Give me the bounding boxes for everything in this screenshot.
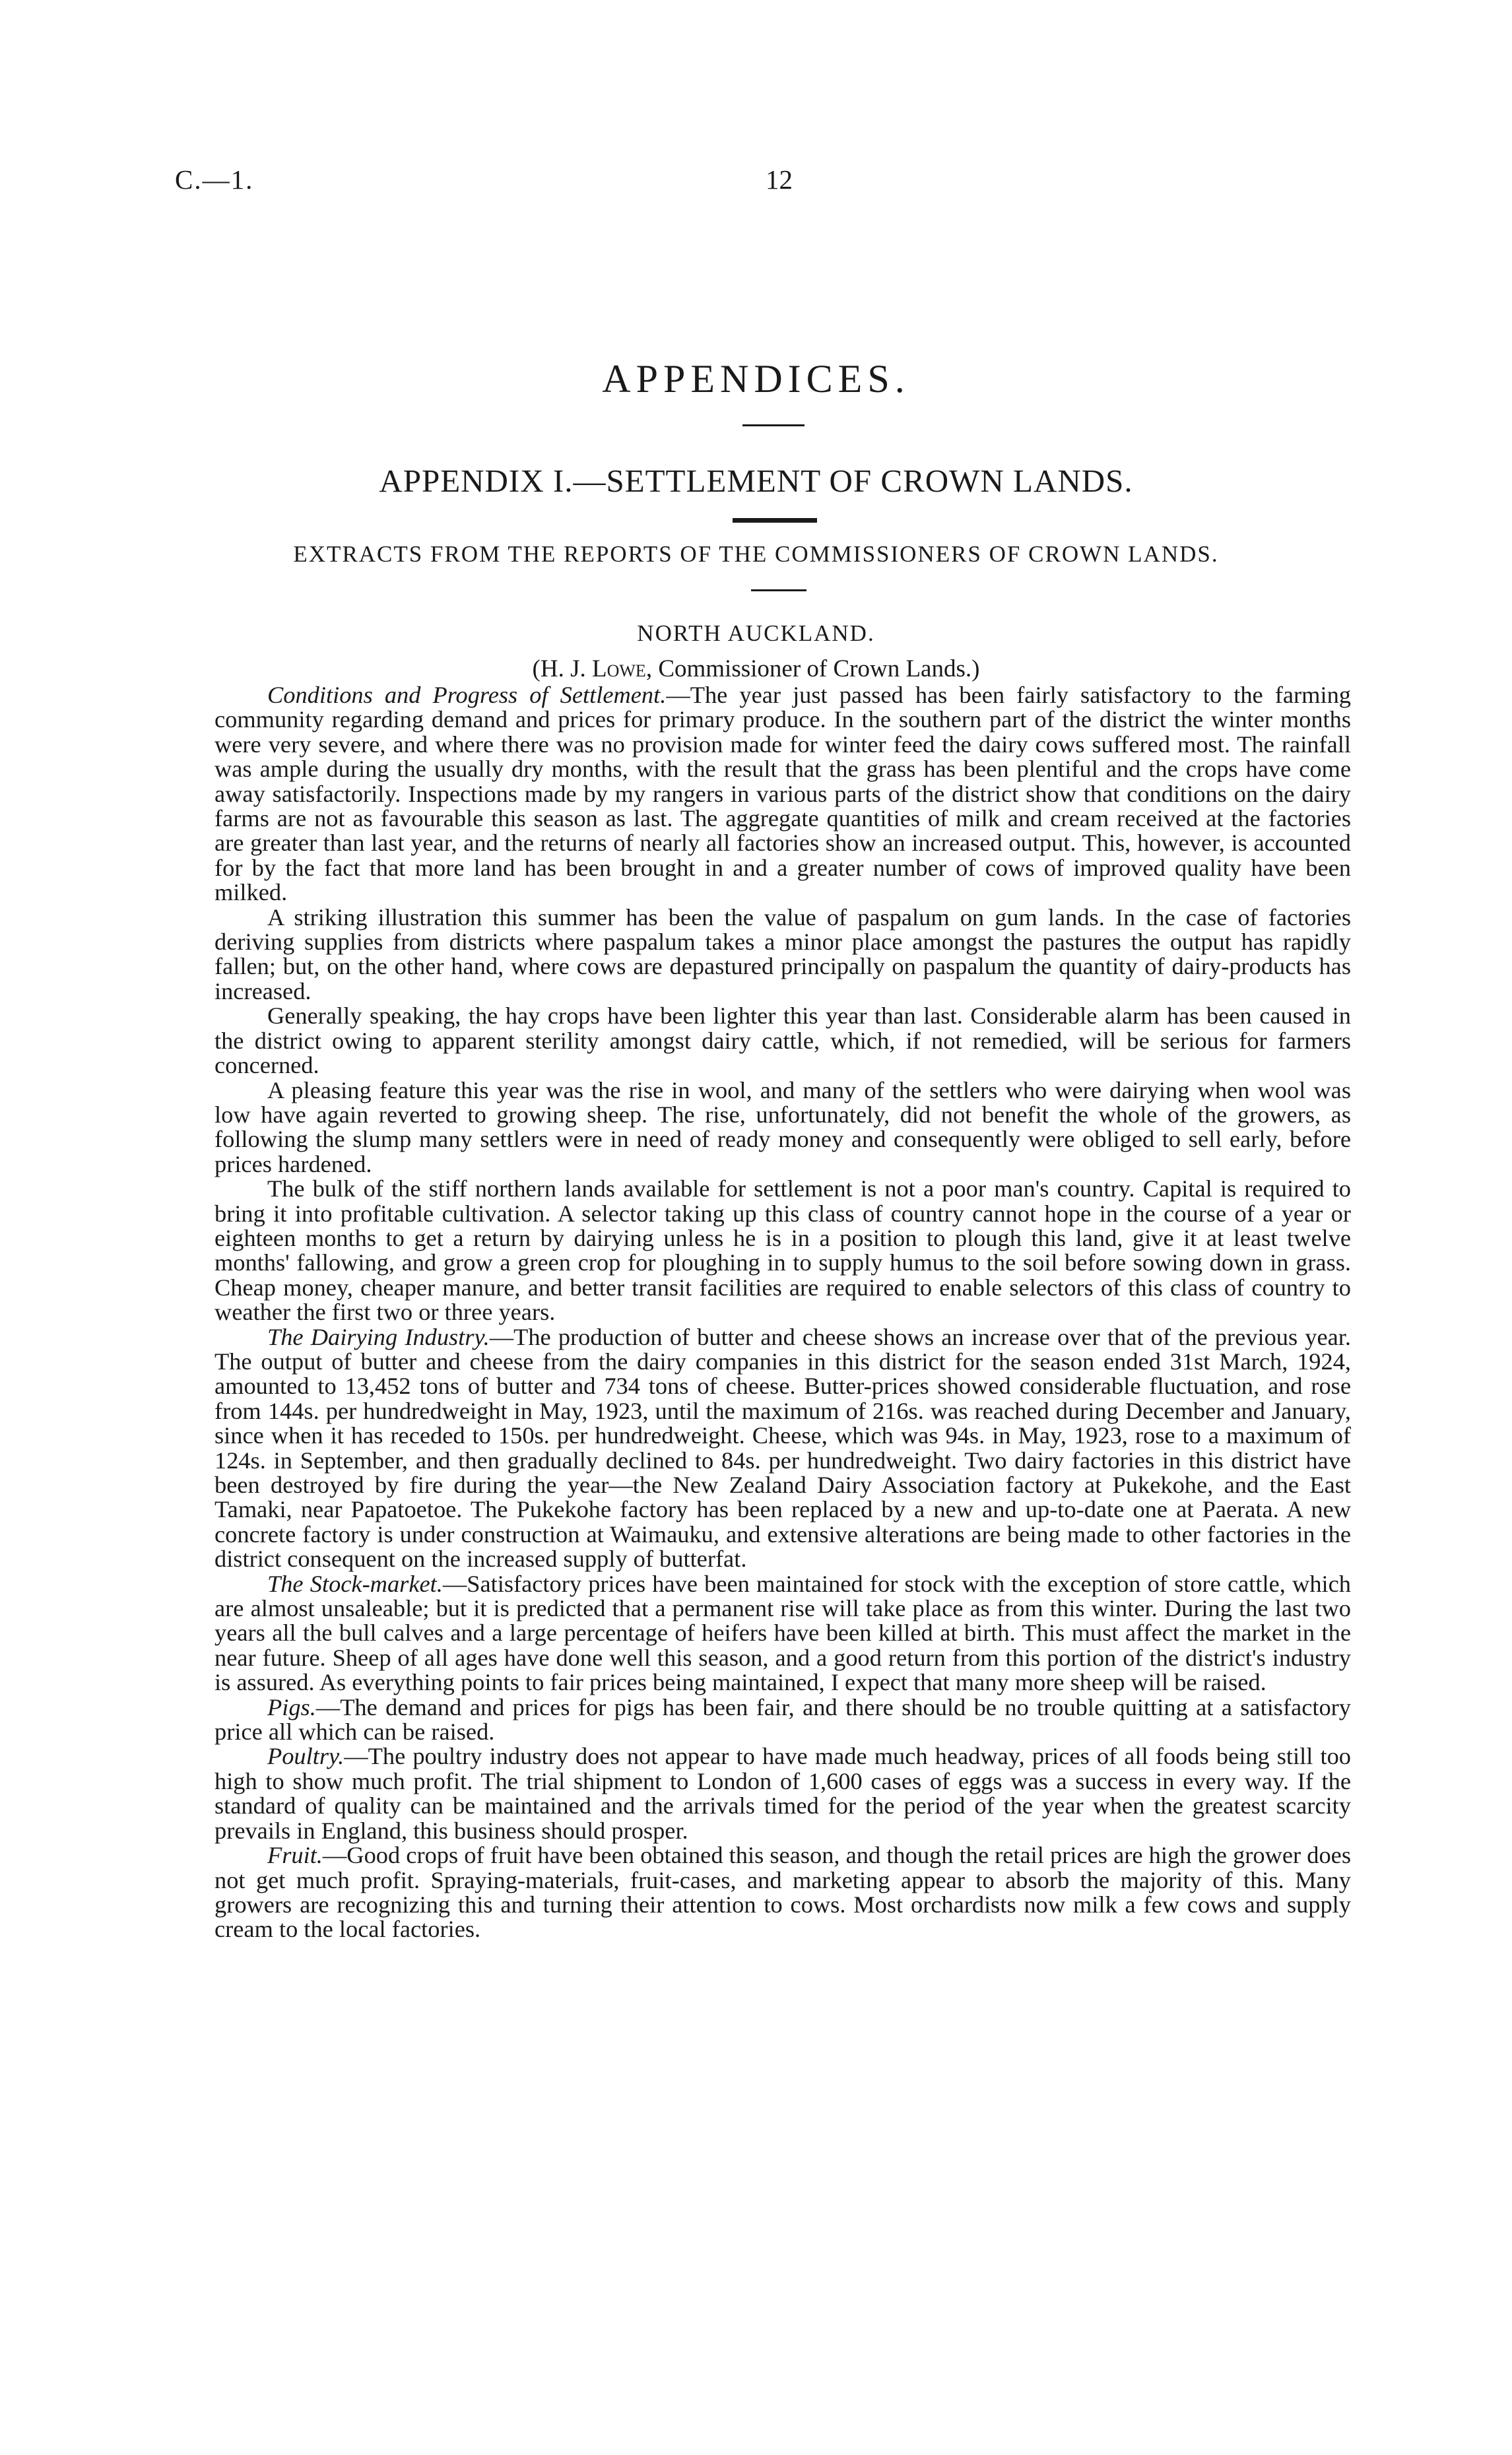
paragraph-heading: Poultry. <box>267 1743 345 1770</box>
paragraph-heading: Pigs. <box>267 1693 316 1720</box>
paragraph <box>214 1325 1351 1572</box>
paragraph-text: A pleasing feature this year was the rise in wool, and many of the settlers who were dairying when wool was low have again reverted to growing sheep. The rise, unfortunately, did not benefit the whole of the growers, as following the slump many settlers were in need of ready money and consequently were obliged to sell early, before prices hardened. <box>214 1076 1351 1177</box>
paragraph-heading: The Dairying Industry. <box>267 1323 490 1350</box>
divider-thick <box>733 518 817 523</box>
extracts-heading: EXTRACTS FROM THE REPORTS OF THE COMMISSIONERS OF CROWN LANDS. <box>293 541 1219 567</box>
document-reference: C.—1. <box>175 164 254 195</box>
page-title: APPENDICES. <box>602 357 910 401</box>
paragraph <box>214 1843 1351 1942</box>
paragraph-text: —The poultry industry does not appear to have made much headway, prices of all foods being still too high to show much profit. The trial shipment to London of 1,600 cases of eggs was a success in every way. If the standard of quality can be maintained and the arrivals timed for the period of the year when the greatest scarcity prevails in England, this business should prosper. <box>214 1743 1351 1844</box>
paragraph <box>214 1695 1351 1745</box>
paragraph-text: —Satisfactory prices have been maintained for stock with the exception of store cattle, which are almost unsaleable; but it is predicted that a permanent rise will take place as from this winter. During the last two years all the bull calves and a large percentage of heifers have been killed at birth. This must affect the market in the near future. Sheep of all ages have done well this season, and a good return from this portion of the district's industry is assured. As everything points to fair prices being maintained, I expect that many more sheep will be raised. <box>214 1570 1351 1696</box>
paragraph <box>214 905 1351 1004</box>
commissioner-name: Lowe <box>592 655 646 682</box>
appendix-title: APPENDIX I.—SETTLEMENT OF CROWN LANDS. <box>379 463 1133 499</box>
paragraph-heading: The Stock-market. <box>267 1570 443 1597</box>
commissioner-close: , Commissioner of Crown Lands.) <box>645 655 980 682</box>
paragraph-text: A striking illustration this summer has been the value of paspalum on gum lands. In the case of factories deriving supplies from districts where paspalum takes a minor place amongst the pastures the output has rapidly fallen; but, on the other hand, where cows are depastured principally on paspalum the quantity of dairy-products has increased. <box>214 903 1351 1004</box>
paragraph-heading: Conditions and Progress of Settlement. <box>267 682 667 708</box>
paragraph <box>214 1572 1351 1695</box>
report-body <box>214 683 1351 1942</box>
page-number: 12 <box>766 164 793 195</box>
divider-short <box>751 589 806 591</box>
paragraph-text: —The year just passed has been fairly satisfactory to the farming community regarding demand and prices for primary produce. In the southern part of the district the winter months were very severe, and where there was no provision made for winter feed the dairy cows suffered most. The rainfall was ample during the usually dry months, with the result that the grass has been plentiful and the crops have come away satisfactorily. Inspections made by my rangers in various parts of the district show that conditions on the dairy farms are not as favourable this season as last. The aggregate quantities of milk and cream received at the factories are greater than last year, and the returns of nearly all factories show an increased output. This, however, is accounted for by the fact that more land has been brought in and a greater number of cows of improved quality have been milked. <box>214 682 1351 906</box>
paragraph-text: The bulk of the stiff northern lands available for settlement is not a poor man's country. Capital is required to bring it into profitable cultivation. A selector taking up this class of country cannot hope in the course of a year or eighteen months to get a return by dairying unless he is in a position to plough this land, give it at least twelve months' fallowing, and grow a green crop for ploughing in to supply humus to the soil before sowing down in grass. Cheap money, cheaper manure, and better transit facilities are required to enable selectors of this class of country to weather the first two or three years. <box>214 1175 1351 1326</box>
paragraph-text: —Good crops of fruit have been obtained this season, and though the retail prices are high the grower does not get much profit. Spraying-materials, fruit-cases, and marketing appear to absorb the majority of this. Many growers are recognizing this and turning their attention to cows. Most orchardists now milk a few cows and supply cream to the local factories. <box>214 1842 1351 1943</box>
paragraph <box>214 1177 1351 1325</box>
region-heading: NORTH AUCKLAND. <box>637 620 875 646</box>
paragraph-text: —The demand and prices for pigs has been fair, and there should be no trouble quitting at a satisfactory price all which can be raised. <box>214 1693 1351 1746</box>
paragraph-heading: Fruit. <box>267 1842 323 1869</box>
commissioner-line <box>0 655 1512 683</box>
paragraph-text: —The production of butter and cheese shows an increase over that of the previous year. The output of butter and cheese from the dairy companies in this district for the season ended 31st March, 1924, amounted to 13,452 tons of butter and 734 tons of cheese. Butter-prices showed considerable fluctuation, and rose from 144s. per hundredweight in May, 1923, until the maximum of 216s. was reached during December and January, since when it has receded to 150s. per hundredweight. Cheese, which was 94s. in May, 1923, rose to a maximum of 124s. in September, and then gradually declined to 84s. per hundredweight. Two dairy factories in this district have been destroyed by fire during the year—the New Zealand Dairy Association factory at Pukekohe, and the East Tamaki, near Papatoetoe. The Pukekohe factory has been replaced by a new and up-to-date one at Paerata. A new concrete factory is under construction at Waimauku, and extensive alterations are being made to other factories in the district consequent on the increased supply of butterfat. <box>214 1323 1351 1573</box>
commissioner-open: (H. J. <box>532 655 592 682</box>
paragraph-text: Generally speaking, the hay crops have been lighter this year than last. Considerable alarm has been caused in the district owing to apparent sterility amongst dairy cattle, which, if not remedied, will be serious for farmers concerned. <box>214 1002 1351 1079</box>
divider-short <box>742 424 805 426</box>
paragraph <box>214 1004 1351 1078</box>
paragraph <box>214 1078 1351 1177</box>
paragraph <box>214 683 1351 905</box>
paragraph <box>214 1744 1351 1843</box>
